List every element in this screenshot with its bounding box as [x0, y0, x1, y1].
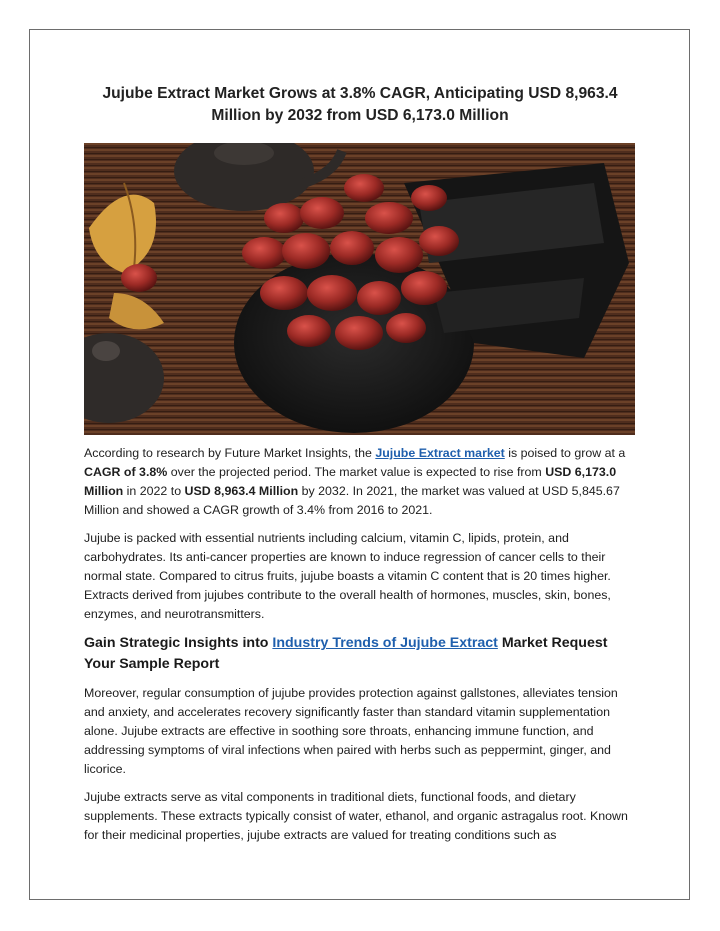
text: over the projected period. The market value is expected to rise from	[167, 465, 546, 479]
text: Gain Strategic Insights into	[84, 635, 273, 651]
paragraph-intro	[84, 444, 636, 520]
section-heading	[84, 633, 636, 675]
end-value: USD 8,963.4 Million	[184, 484, 299, 498]
text: by 2032. In 2021, the market was valued at USD 5,845.67 Million and showed a CAGR growth of 3.4% from 2016 to 2021.	[84, 484, 620, 517]
industry-trends-link[interactable]: Industry Trends of Jujube Extract	[272, 635, 498, 651]
paragraph-components: Jujube extracts serve as vital components in traditional diets, functional foods, and dietary supplements. These extracts typically consist of water, ethanol, and organic astragalus root. Known for their medicinal properties, jujube extracts are valued for treating conditions such as	[84, 790, 628, 842]
paragraph-nutrients: Jujube is packed with essential nutrients including calcium, vitamin C, lipids, protein, and carbohydrates. Its anti-cancer properties are known to induce regression of cancer cells to their normal state. Compared to citrus fruits, jujube boasts a vitamin C content that is 20 times higher. Extracts derived from jujubes contribute to the overall health of hormones, muscles, skin, bones, enzymes, and neurotransmitters.	[84, 531, 611, 621]
text: Market Request Your Sample Report	[84, 635, 608, 672]
page-title: Jujube Extract Market Grows at 3.8% CAGR, Anticipating USD 8,963.4 Million by 2032 from USD 6,173.0 Million	[102, 85, 618, 124]
article-body	[84, 444, 636, 854]
jujube-extract-market-link[interactable]: Jujube Extract market	[375, 446, 505, 460]
start-value: USD 6,173.0 Million	[84, 465, 617, 498]
paragraph-benefits: Moreover, regular consumption of jujube provides protection against gallstones, alleviates tension and anxiety, and accelerates recovery significantly faster than standard vitamin supplementation alone. Jujube extracts are effective in soothing sore throats, enhancing immune function, and addressing symptoms of viral infections when paired with herbs such as peppermint, ginger, and licorice.	[84, 686, 618, 776]
jujube-photo	[84, 143, 635, 435]
text: is poised to grow at a	[504, 446, 626, 460]
cagr-value: CAGR of 3.8%	[84, 465, 168, 479]
text: in 2022 to	[123, 484, 185, 498]
hero-image	[84, 143, 635, 435]
text: According to research by Future Market Insights, the	[84, 446, 376, 460]
